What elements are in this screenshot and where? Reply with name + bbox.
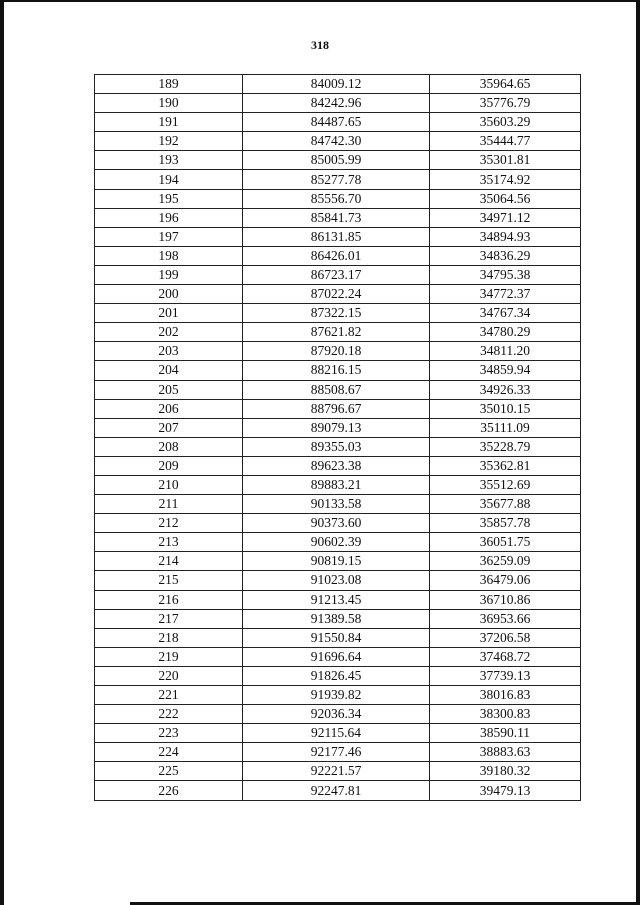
row-index-cell: 205	[95, 380, 243, 399]
row-index-cell: 221	[95, 686, 243, 705]
table-row	[95, 647, 581, 666]
value-a-cell: 86723.17	[243, 265, 430, 284]
row-index-cell: 194	[95, 170, 243, 189]
row-index-cell: 190	[95, 94, 243, 113]
row-index-cell: 224	[95, 743, 243, 762]
value-a-cell: 87621.82	[243, 323, 430, 342]
row-index-cell: 217	[95, 609, 243, 628]
table-row	[95, 514, 581, 533]
value-b-cell: 35677.88	[430, 495, 581, 514]
table-row	[95, 304, 581, 323]
table-row	[95, 743, 581, 762]
row-index-cell: 218	[95, 628, 243, 647]
scan-border-left	[0, 0, 4, 905]
row-index-cell: 201	[95, 304, 243, 323]
value-b-cell: 37739.13	[430, 666, 581, 685]
row-index-cell: 222	[95, 705, 243, 724]
table-row	[95, 686, 581, 705]
table-row	[95, 571, 581, 590]
scan-border-right	[636, 0, 640, 905]
value-b-cell: 34926.33	[430, 380, 581, 399]
table-row	[95, 705, 581, 724]
row-index-cell: 198	[95, 246, 243, 265]
row-index-cell: 197	[95, 227, 243, 246]
value-b-cell: 35174.92	[430, 170, 581, 189]
row-index-cell: 225	[95, 762, 243, 781]
value-a-cell: 84487.65	[243, 113, 430, 132]
value-b-cell: 38300.83	[430, 705, 581, 724]
value-a-cell: 92247.81	[243, 781, 430, 800]
row-index-cell: 192	[95, 132, 243, 151]
value-a-cell: 89883.21	[243, 475, 430, 494]
table-row	[95, 781, 581, 800]
value-a-cell: 87920.18	[243, 342, 430, 361]
value-a-cell: 86131.85	[243, 227, 430, 246]
value-b-cell: 39180.32	[430, 762, 581, 781]
value-b-cell: 34780.29	[430, 323, 581, 342]
row-index-cell: 202	[95, 323, 243, 342]
value-b-cell: 35228.79	[430, 437, 581, 456]
table-row	[95, 113, 581, 132]
row-index-cell: 191	[95, 113, 243, 132]
value-b-cell: 38590.11	[430, 724, 581, 743]
value-a-cell: 91389.58	[243, 609, 430, 628]
value-b-cell: 35444.77	[430, 132, 581, 151]
table-row	[95, 552, 581, 571]
value-b-cell: 35111.09	[430, 418, 581, 437]
value-b-cell: 35010.15	[430, 399, 581, 418]
value-a-cell: 88216.15	[243, 361, 430, 380]
table-row	[95, 399, 581, 418]
value-b-cell: 34971.12	[430, 208, 581, 227]
value-a-cell: 84009.12	[243, 75, 430, 94]
table-row	[95, 533, 581, 552]
table-row	[95, 666, 581, 685]
value-b-cell: 35512.69	[430, 475, 581, 494]
value-a-cell: 92036.34	[243, 705, 430, 724]
table-row	[95, 151, 581, 170]
value-a-cell: 92221.57	[243, 762, 430, 781]
table-row	[95, 342, 581, 361]
table-row	[95, 609, 581, 628]
table-row	[95, 265, 581, 284]
value-b-cell: 34772.37	[430, 285, 581, 304]
value-b-cell: 38016.83	[430, 686, 581, 705]
table-row	[95, 380, 581, 399]
row-index-cell: 214	[95, 552, 243, 571]
value-a-cell: 91939.82	[243, 686, 430, 705]
row-index-cell: 220	[95, 666, 243, 685]
value-a-cell: 86426.01	[243, 246, 430, 265]
table-row	[95, 437, 581, 456]
value-b-cell: 37468.72	[430, 647, 581, 666]
table-row	[95, 590, 581, 609]
table-row	[95, 361, 581, 380]
value-b-cell: 36953.66	[430, 609, 581, 628]
value-b-cell: 36051.75	[430, 533, 581, 552]
data-table	[94, 74, 581, 801]
value-a-cell: 90373.60	[243, 514, 430, 533]
row-index-cell: 209	[95, 456, 243, 475]
row-index-cell: 203	[95, 342, 243, 361]
value-b-cell: 38883.63	[430, 743, 581, 762]
table-row	[95, 762, 581, 781]
row-index-cell: 204	[95, 361, 243, 380]
value-b-cell: 36479.06	[430, 571, 581, 590]
value-b-cell: 35603.29	[430, 113, 581, 132]
table-row	[95, 170, 581, 189]
value-b-cell: 34767.34	[430, 304, 581, 323]
value-a-cell: 89623.38	[243, 456, 430, 475]
table-row	[95, 189, 581, 208]
row-index-cell: 223	[95, 724, 243, 743]
table-row	[95, 323, 581, 342]
value-a-cell: 90602.39	[243, 533, 430, 552]
value-a-cell: 91550.84	[243, 628, 430, 647]
value-b-cell: 34811.20	[430, 342, 581, 361]
value-a-cell: 91696.64	[243, 647, 430, 666]
row-index-cell: 219	[95, 647, 243, 666]
value-a-cell: 91023.08	[243, 571, 430, 590]
value-a-cell: 89079.13	[243, 418, 430, 437]
value-a-cell: 85841.73	[243, 208, 430, 227]
row-index-cell: 211	[95, 495, 243, 514]
value-b-cell: 34795.38	[430, 265, 581, 284]
row-index-cell: 200	[95, 285, 243, 304]
value-b-cell: 36259.09	[430, 552, 581, 571]
value-a-cell: 87022.24	[243, 285, 430, 304]
table-row	[95, 227, 581, 246]
value-a-cell: 92115.64	[243, 724, 430, 743]
table-body	[95, 75, 581, 801]
value-b-cell: 35362.81	[430, 456, 581, 475]
row-index-cell: 199	[95, 265, 243, 284]
table-row	[95, 724, 581, 743]
value-a-cell: 88796.67	[243, 399, 430, 418]
table-row	[95, 495, 581, 514]
value-b-cell: 35857.78	[430, 514, 581, 533]
value-b-cell: 37206.58	[430, 628, 581, 647]
value-b-cell: 35064.56	[430, 189, 581, 208]
page-number: 318	[311, 38, 329, 52]
table-row	[95, 246, 581, 265]
value-a-cell: 87322.15	[243, 304, 430, 323]
value-b-cell: 35964.65	[430, 75, 581, 94]
table-row	[95, 285, 581, 304]
row-index-cell: 215	[95, 571, 243, 590]
table-row	[95, 94, 581, 113]
value-a-cell: 91826.45	[243, 666, 430, 685]
value-b-cell: 36710.86	[430, 590, 581, 609]
value-a-cell: 88508.67	[243, 380, 430, 399]
row-index-cell: 193	[95, 151, 243, 170]
row-index-cell: 206	[95, 399, 243, 418]
row-index-cell: 213	[95, 533, 243, 552]
value-b-cell: 35776.79	[430, 94, 581, 113]
row-index-cell: 208	[95, 437, 243, 456]
value-a-cell: 85556.70	[243, 189, 430, 208]
table-row	[95, 628, 581, 647]
value-b-cell: 39479.13	[430, 781, 581, 800]
table-row	[95, 75, 581, 94]
table-row	[95, 456, 581, 475]
value-a-cell: 90133.58	[243, 495, 430, 514]
value-b-cell: 35301.81	[430, 151, 581, 170]
value-a-cell: 92177.46	[243, 743, 430, 762]
value-a-cell: 91213.45	[243, 590, 430, 609]
row-index-cell: 196	[95, 208, 243, 227]
row-index-cell: 226	[95, 781, 243, 800]
value-b-cell: 34859.94	[430, 361, 581, 380]
table-row	[95, 132, 581, 151]
value-b-cell: 34894.93	[430, 227, 581, 246]
row-index-cell: 189	[95, 75, 243, 94]
value-a-cell: 84242.96	[243, 94, 430, 113]
table-row	[95, 475, 581, 494]
value-a-cell: 85005.99	[243, 151, 430, 170]
value-a-cell: 84742.30	[243, 132, 430, 151]
value-a-cell: 90819.15	[243, 552, 430, 571]
table-row	[95, 418, 581, 437]
row-index-cell: 195	[95, 189, 243, 208]
row-index-cell: 210	[95, 475, 243, 494]
row-index-cell: 212	[95, 514, 243, 533]
value-a-cell: 89355.03	[243, 437, 430, 456]
value-a-cell: 85277.78	[243, 170, 430, 189]
row-index-cell: 207	[95, 418, 243, 437]
row-index-cell: 216	[95, 590, 243, 609]
table-row	[95, 208, 581, 227]
value-b-cell: 34836.29	[430, 246, 581, 265]
scan-border-top	[0, 0, 640, 2]
